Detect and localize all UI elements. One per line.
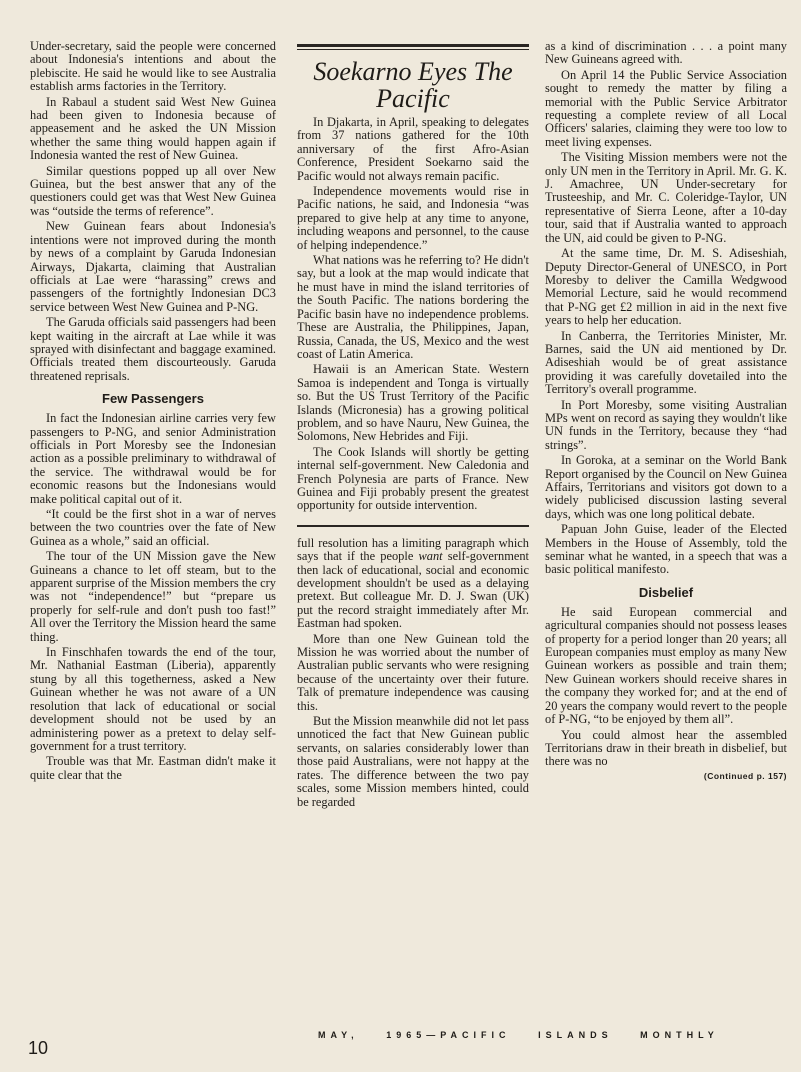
paragraph xyxy=(297,537,529,631)
continued-note: (Continued p. 157) xyxy=(703,770,787,781)
footer-islands: ISLANDS xyxy=(538,1030,613,1040)
column-right xyxy=(545,40,787,781)
column-middle xyxy=(297,38,529,811)
column-divider-rule xyxy=(297,525,529,527)
paragraph: The Cook Islands will shortly be getting internal self-government. New Caledonia and French Polynesia are parts of France. New Guinea and Fiji probably present the greatest opportunity for outside intervention. xyxy=(297,444,529,513)
paragraph: “It could be the first shot in a war of nerves between the two countries over the fate of New Guinea as a whole,” said an official. xyxy=(30,507,276,548)
subhead-disbelief: Disbelief xyxy=(638,584,694,600)
paragraph: At the same time, Dr. M. S. Adiseshiah, Deputy Director-General of UNESCO, in Port Moresby to deliver the Camilla Wedgwood Memorial Lecture, said he would recommend that P-NG get £2 million in aid in the next five years to help her education. xyxy=(545,246,787,328)
paragraph: The tour of the UN Mission gave the New Guineans a chance to let off steam, but to the apparent surprise of the Mission members the cry was not “independence!” but “prepare us properly for self-rule and don't push too fast!” All over the Territory the Mission heard the same thing. xyxy=(30,549,276,644)
paragraph: as a kind of discrimination . . . a point many New Guineans agreed with. xyxy=(545,39,787,67)
paragraph: He said European commercial and agricultural companies should not possess leases of property for a period longer than 20 years; all European companies must employ as many New Guinean workers as possible and train them; New Guinean workers should receive shares in the company they worked for; and at the end of 20 years the company would revert to the people of P-NG, “to be enjoyed by them all”. xyxy=(545,604,787,727)
paragraph: In Finschhafen towards the end of the tour, Mr. Nathanial Eastman (Liberia), apparently stung by all this togetherness, asked a New Guinean whether he was not aware of a UN resolution that lack of educational or social development should not be used by an administering power as a pretext to delay self-government for a trust territory. xyxy=(30,645,276,753)
paragraph: Hawaii is an American State. Western Samoa is independent and Tonga is virtually so. But the US Trust Territory of the Pacific Islands (Micronesia) has a growing political problem, and so have Nauru, New Guinea, the Solomons, New Hebrides and Fiji. xyxy=(297,362,529,444)
paragraph: On April 14 the Public Service Association sought to remedy the matter by filing a memorial with the Public Service Arbitrator requesting a complete review of all Local Officers' salaries, claiming they were too low to meet living expenses. xyxy=(545,67,787,149)
paragraph: What nations was he referring to? He didn't say, but a look at the map would indicate that he must have in mind the island territories of the South Pacific. The nations bordering the Pacific basin have no independence problems. These are Australia, the Philippines, Japan, Russia, Canada, the US, Mexico and the west coast of Latin America. xyxy=(297,253,529,361)
paragraph: Papuan John Guise, leader of the Elected Members in the House of Assembly, told the seminar what he wanted, in a speech that was a basic political manifesto. xyxy=(545,522,787,577)
emphasis: want xyxy=(418,549,443,564)
paragraph: Trouble was that Mr. Eastman didn't make it quite clear that the xyxy=(30,754,276,782)
paragraph: New Guinean fears about Indonesia's intentions were not improved during the month by news of a complaint by Garuda Indonesian Airways, Djakarta, claiming that Australian officials at Lae were “harassing” crews and passengers of the fortnightly Indonesian DC3 service between West New Guinea and P-NG. xyxy=(30,219,276,314)
footer-month: MAY, xyxy=(318,1030,359,1040)
paragraph: In fact the Indonesian airline carries very few passengers to P-NG, and senior Administration officials in Port Moresby see the Indonesian action as a possible preliminary to withdrawal of the service. The withdrawal would be for economic reasons but the Indonesians would make political capital out of it. xyxy=(30,411,276,506)
paragraph: You could almost hear the assembled Territorians draw in their breath in disbelief, but there was no xyxy=(545,727,787,769)
paragraph: In Djakarta, in April, speaking to delegates from 37 nations gathered for the 10th anniversary of the first Afro-Asian Conference, President Soekarno said the Pacific would not always remain pacific. xyxy=(297,115,529,183)
paragraph: Similar questions popped up all over New Guinea, but the best answer that any of the questioners could get was that West New Guinea was “outside the terms of reference”. xyxy=(30,163,276,218)
paragraph: The Visiting Mission members were not the only UN men in the Territory in April. Mr. G. K. J. Amachree, UN Under-secretary for Trusteeship, and Mr. C. Coleridge-Taylor, UN representative of Sierra Leone, after a 10-day tour, said that if Australia wanted to approach the UN, aid could be given to P-NG. xyxy=(545,150,787,245)
paragraph: Independence movements would rise in Pacific nations, he said, and Indonesia “was prepared to give help at any time to anyone, including weapons and personnel, to the cause of helping independence.” xyxy=(297,184,529,252)
paragraph: More than one New Guinean told the Mission he was worried about the number of Australian public servants who were resigning because of the uncertainty over their future. Talk of premature independence was causing this. xyxy=(297,631,529,713)
article-headline: Soekarno Eyes The Pacific xyxy=(313,57,513,113)
footer-year-title: 1965—PACIFIC xyxy=(386,1030,511,1040)
column-left xyxy=(30,40,276,784)
text-run: self-government then lack of educational, social and economic development shouldn't be used as a delaying pretext. But colleague Mr. D. J. Swan (UK) put the record straight immediately after Mr. Eastman had spoken. xyxy=(297,549,529,631)
paragraph: Under-secretary, said the people were concerned about Indonesia's intentions and about the plebiscite. He said he would like to see Australia establish arms factories in the Territory. xyxy=(30,39,276,94)
subhead-few-passengers: Few Passengers xyxy=(102,391,204,407)
paragraph: But the Mission meanwhile did not let pass unnoticed the fact that New Guinean public servants, on salaries considerably lower than those paid Australians, were not happy at the rates. The difference between the two pay scales, some Mission members hinted, could be regarded xyxy=(297,714,529,809)
footer-monthly: MONTHLY xyxy=(640,1030,719,1040)
paragraph: In Canberra, the Territories Minister, Mr. Barnes, said the UN aid mentioned by Dr. Adiseshiah would be of great assistance providing it was carefully dovetailed into the Territory's overall programme. xyxy=(545,328,787,397)
paragraph: In Goroka, at a seminar on the World Bank Report organised by the Council on New Guinea Affairs, Territorians and visitors got down to a widely publicised discussion lasting several days, which was one long political debate. xyxy=(545,453,787,521)
paragraph: The Garuda officials said passengers had been kept waiting in the aircraft at Lae while it was sprayed with disinfectant and baggage examined. Officials treated them discourteously. Garuda threatened reprisals. xyxy=(30,315,276,383)
running-footer xyxy=(318,1030,739,1040)
text-run: full resolution has a limiting paragraph which says that if the people xyxy=(297,535,529,564)
paragraph: In Rabaul a student said West New Guinea had been given to Indonesia because of appeasement and he asked the UN Mission whether the same thing would happen again if Indonesia wanted the rest of New Guinea. xyxy=(30,94,276,163)
headline-rule xyxy=(297,44,529,50)
paragraph: In Port Moresby, some visiting Australian MPs went on record as saying they wouldn't like UN funds in the Territory, because they “had strings”. xyxy=(545,397,787,452)
page-number: 10 xyxy=(28,1038,49,1058)
